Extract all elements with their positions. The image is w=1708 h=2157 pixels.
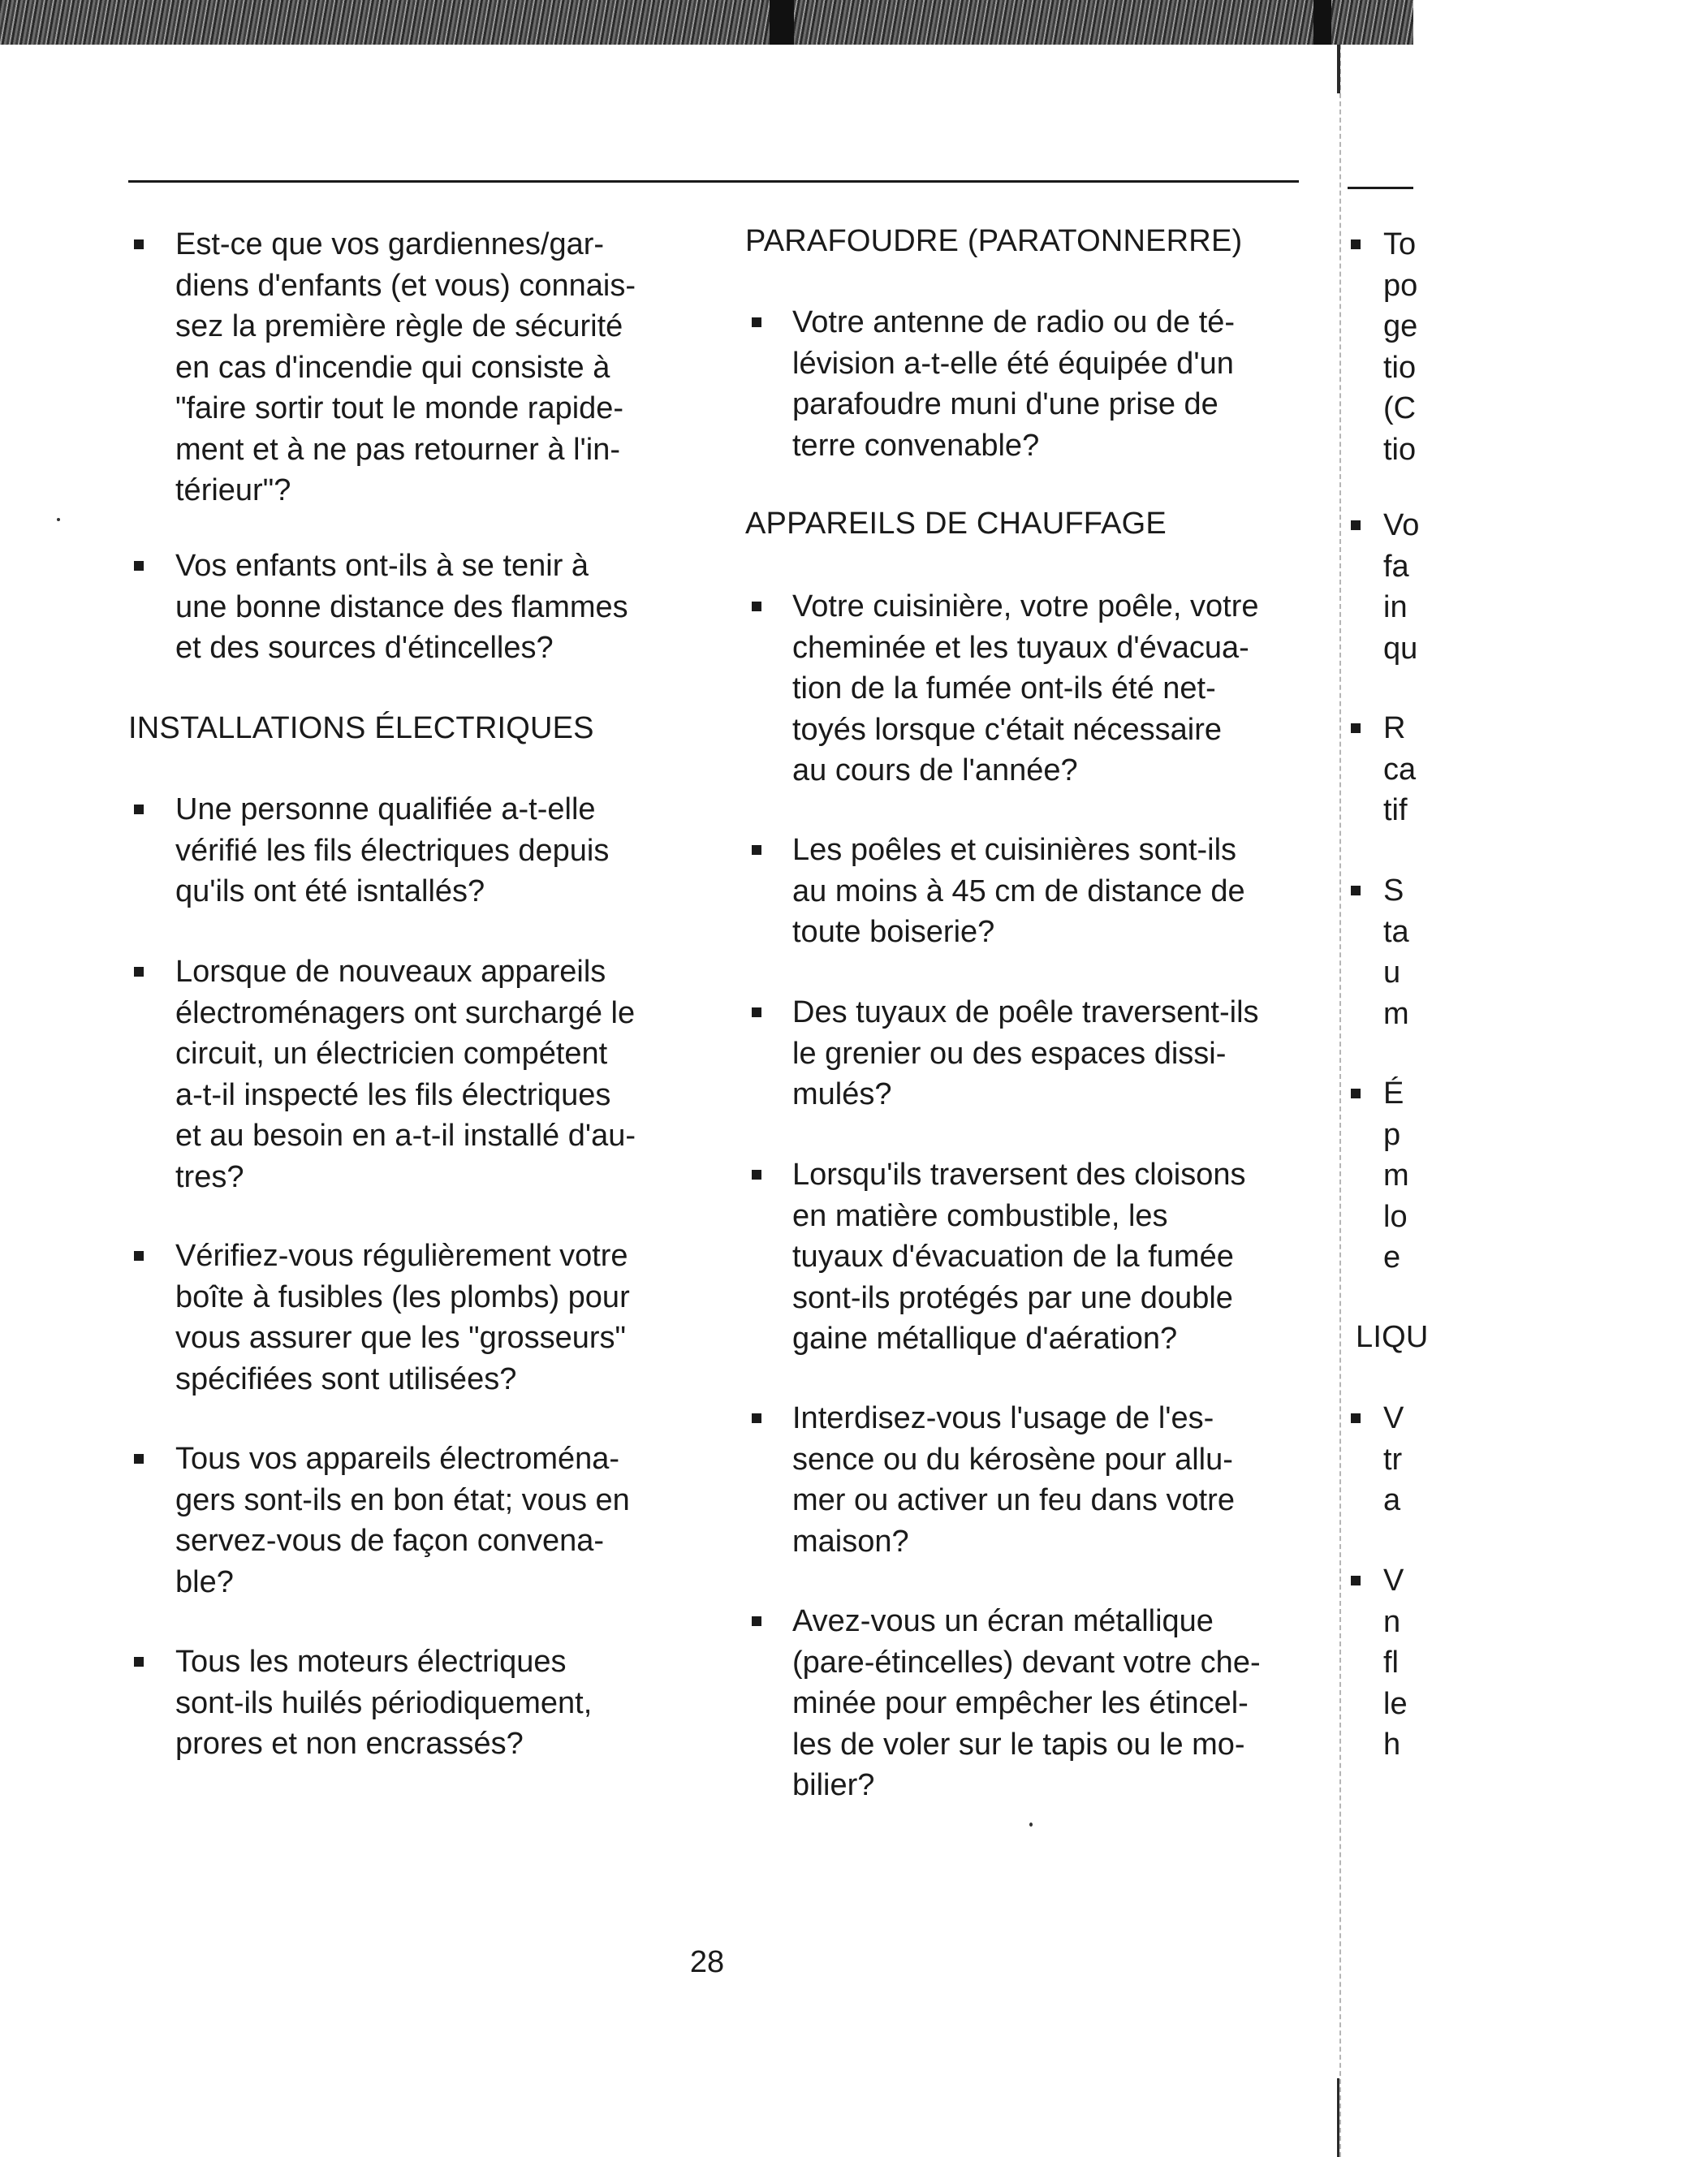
list-item	[745, 1398, 1313, 1562]
list-item	[745, 302, 1313, 466]
list-item-text: Interdisez-vous l'usage de l'es- sence ou du kérosène pour allu- mer ou activer un feu dans votre maison?	[792, 1401, 1235, 1559]
list-item-text: Tous les moteurs électriques sont-ils huilés périodiquement, prores et non encrassés?	[175, 1645, 593, 1761]
list-item-text: Lorsque de nouveaux appareils électroménagers ont surchargé le circuit, un électricien compétent a-t-il inspecté les fils électriques et au besoin en a-t-il installé d'au- tres?	[175, 955, 636, 1194]
list-item	[745, 992, 1313, 1115]
bullet-icon	[752, 1170, 761, 1180]
section-heading: LIQU	[1356, 1320, 1429, 1354]
bullet-icon	[1351, 723, 1361, 733]
list-item-text: Tous vos appareils électroména- gers sont-ils en bon état; vous en servez-vous de façon convena- ble?	[175, 1442, 630, 1599]
list-item-text: V n fl le h	[1383, 1564, 1408, 1762]
bullet-icon	[134, 1454, 144, 1464]
bullet-icon	[134, 1251, 144, 1261]
list-item	[1348, 870, 1413, 1034]
list-item-text: Votre cuisinière, votre poêle, votre cheminée et les tuyaux d'évacua- tion de la fumée ont-ils été net- toyés lorsque c'était nécessaire au cours de l'année?	[792, 589, 1259, 787]
bullet-icon	[1351, 520, 1361, 530]
list-item-text: Des tuyaux de poêle traversent-ils le grenier ou des espaces dissi- mulés?	[792, 995, 1259, 1111]
bullet-icon	[134, 967, 144, 977]
list-item	[745, 586, 1313, 792]
page-number: 28	[689, 1945, 725, 1979]
list-item-text: É p m lo e	[1383, 1076, 1409, 1275]
page-fold-mark	[1337, 45, 1340, 93]
list-item	[128, 546, 697, 669]
list-item	[1348, 708, 1417, 831]
list-item	[128, 1641, 697, 1765]
scan-top-band-dark-area	[1313, 0, 1331, 45]
bullet-icon	[752, 1413, 761, 1423]
list-item-text: Une personne qualifiée a-t-elle vérifié les fils électriques depuis qu'ils ont été isntallés?	[175, 792, 610, 908]
scan-top-band-dark-area	[770, 0, 794, 45]
page-fold-edge	[1339, 45, 1341, 2157]
list-item-text: Votre antenne de radio ou de té- lévision a-t-elle été équipée d'un parafoudre muni d'une prise de terre convenable?	[792, 305, 1236, 463]
list-item	[128, 1236, 697, 1400]
list-item	[1348, 505, 1420, 669]
page-fold-mark	[1337, 2078, 1339, 2157]
bullet-icon	[1351, 239, 1361, 249]
list-item-text: R ca tif	[1383, 711, 1417, 827]
list-item	[1348, 1073, 1413, 1279]
list-item-text: V tr a	[1383, 1401, 1404, 1517]
bullet-icon	[1351, 1089, 1361, 1098]
bullet-icon	[752, 602, 761, 611]
next-page-column-fragment	[1348, 0, 1429, 2157]
list-item-text: Vos enfants ont-ils à se tenir à une bonne distance des flammes et des sources d'étincelles?	[175, 549, 628, 665]
list-item-text: Les poêles et cuisinières sont-ils au moins à 45 cm de distance de toute boiserie?	[792, 833, 1245, 949]
section-heading: APPAREILS DE CHAUFFAGE	[745, 507, 1167, 541]
header-rule	[128, 180, 1299, 183]
list-item	[1348, 1398, 1413, 1521]
list-item	[128, 951, 697, 1197]
scan-top-band	[0, 0, 1413, 45]
bullet-icon	[1351, 1576, 1361, 1585]
bullet-icon	[134, 561, 144, 571]
scan-speck	[1029, 1823, 1033, 1827]
bullet-icon	[1351, 886, 1361, 895]
list-item	[745, 1601, 1313, 1806]
bullet-icon	[752, 1616, 761, 1626]
list-item-text: S ta u m	[1383, 874, 1409, 1031]
list-item	[128, 789, 697, 912]
section-heading: INSTALLATIONS ÉLECTRIQUES	[128, 711, 594, 745]
list-item	[745, 830, 1313, 953]
bullet-icon	[752, 845, 761, 855]
section-heading: PARAFOUDRE (PARATONNERRE)	[745, 224, 1243, 258]
bullet-icon	[752, 1007, 761, 1017]
list-item	[128, 224, 697, 511]
scan-speck	[57, 518, 60, 521]
list-item	[1348, 224, 1418, 470]
bullet-icon	[134, 805, 144, 814]
bullet-icon	[134, 239, 144, 249]
bullet-icon	[752, 317, 761, 327]
bullet-icon	[134, 1657, 144, 1667]
list-item-text: To po ge tio (C tio	[1383, 227, 1418, 467]
list-item-text: Est-ce que vos gardiennes/gar- diens d'enfants (et vous) connais- sez la première règle de sécurité en cas d'incendie qui consiste à "faire sortir tout le monde rapide- ment et à ne pas retourner à l'in- térieur"?	[175, 227, 636, 507]
list-item-text: Avez-vous un écran métallique (pare-étincelles) devant votre che- minée pour empêcher les étincel- les de voler sur le tapis ou le mo- bilier?	[792, 1604, 1261, 1802]
bullet-icon	[1351, 1413, 1361, 1423]
list-item-text: Vo fa in qu	[1383, 508, 1420, 666]
list-item-text: Vérifiez-vous régulièrement votre boîte à fusibles (les plombs) pour vous assurer que les "grosseurs" spécifiées sont utilisées?	[175, 1239, 630, 1396]
list-item	[1348, 1560, 1413, 1766]
list-item	[745, 1154, 1313, 1360]
list-item	[128, 1439, 697, 1603]
list-item-text: Lorsqu'ils traversent des cloisons en matière combustible, les tuyaux d'évacuation de la fumée sont-ils protégés par une double gaine métallique d'aération?	[792, 1158, 1246, 1356]
